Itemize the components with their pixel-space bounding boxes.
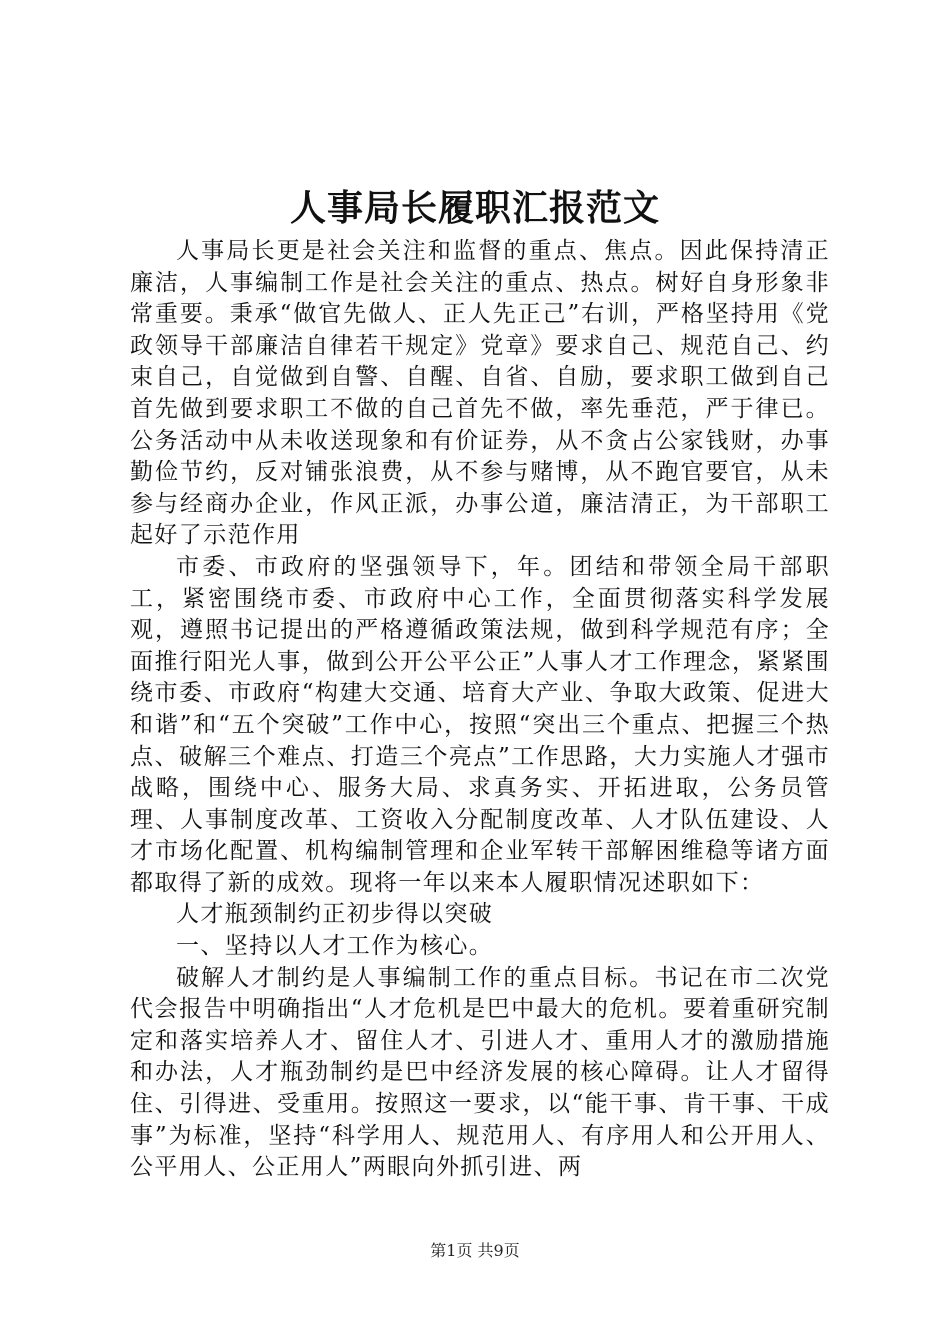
- page-number-footer: 第1页 共9页: [430, 1241, 520, 1260]
- document-body: [130, 236, 830, 1184]
- section-heading-talent-core: 一、坚持以人才工作为核心。: [176, 933, 494, 960]
- document-title: 人事局长履职汇报范文: [289, 187, 660, 229]
- paragraph-overview: 市委、市政府的坚强领导下，年。团结和带领全局干部职工，紧密围绕市委、市政府中心工作，全面贯彻落实科学发展观，遵照书记提出的严格遵循政策法规，做到科学规范有序；全面推行阳光人事，做到公开公平公正”人事人才工作理念，紧紧围绕市委、市政府“构建大交通、培育大产业、争取大政策、促进大和谐”和“五个突破”工作中心，按照“突出三个重点、把握三个热点、破解三个难点、打造三个亮点”工作思路，大力实施人才强市战略，围绕中心、服务大局、求真务实、开拓进取，公务员管理、人事制度改革、工资收入分配制度改革、人才队伍建设、人才市场化配置、机构编制管理和企业军转干部解困维稳等诸方面都取得了新的成效。现将一年以来本人履职情况述职如下：: [130, 553, 830, 896]
- paragraph-talent-constraints: 破解人才制约是人事编制工作的重点目标。书记在市二次党代会报告中明确指出“人才危机是巴中最大的危机。要着重研究制定和落实培养人才、留住人才、引进人才、重用人才的激励措施和办法，人才瓶劲制约是巴中经济发展的核心障碍。让人才留得住、引得进、受重用。按照这一要求，以“能干事、肯干事、干成事”为标准，坚持“科学用人、规范用人、有序用人和公开用人、公平用人、公正用人”两眼向外抓引进、两: [130, 964, 830, 1181]
- paragraph-integrity: 人事局长更是社会关注和监督的重点、焦点。因此保持清正廉洁，人事编制工作是社会关注的重点、热点。树好自身形象非常重要。秉承“做官先做人、正人先正己”右训，严格坚持用《党政领导干部廉洁自律若干规定》党章》要求自己、规范自己、约束自己，自觉做到自警、自醒、自省、自励，要求职工做到自己首先做到要求职工不做的自己首先不做，率先垂范，严于律已。公务活动中从未收送现象和有价证券，从不贪占公家钱财，办事勤俭节约，反对铺张浪费，从不参与赌博，从不跑官要官，从未参与经商办企业，作风正派，办事公道，廉洁清正，为干部职工起好了示范作用: [130, 238, 830, 549]
- section-heading-talent-bottleneck: 人才瓶颈制约正初步得以突破: [176, 901, 494, 928]
